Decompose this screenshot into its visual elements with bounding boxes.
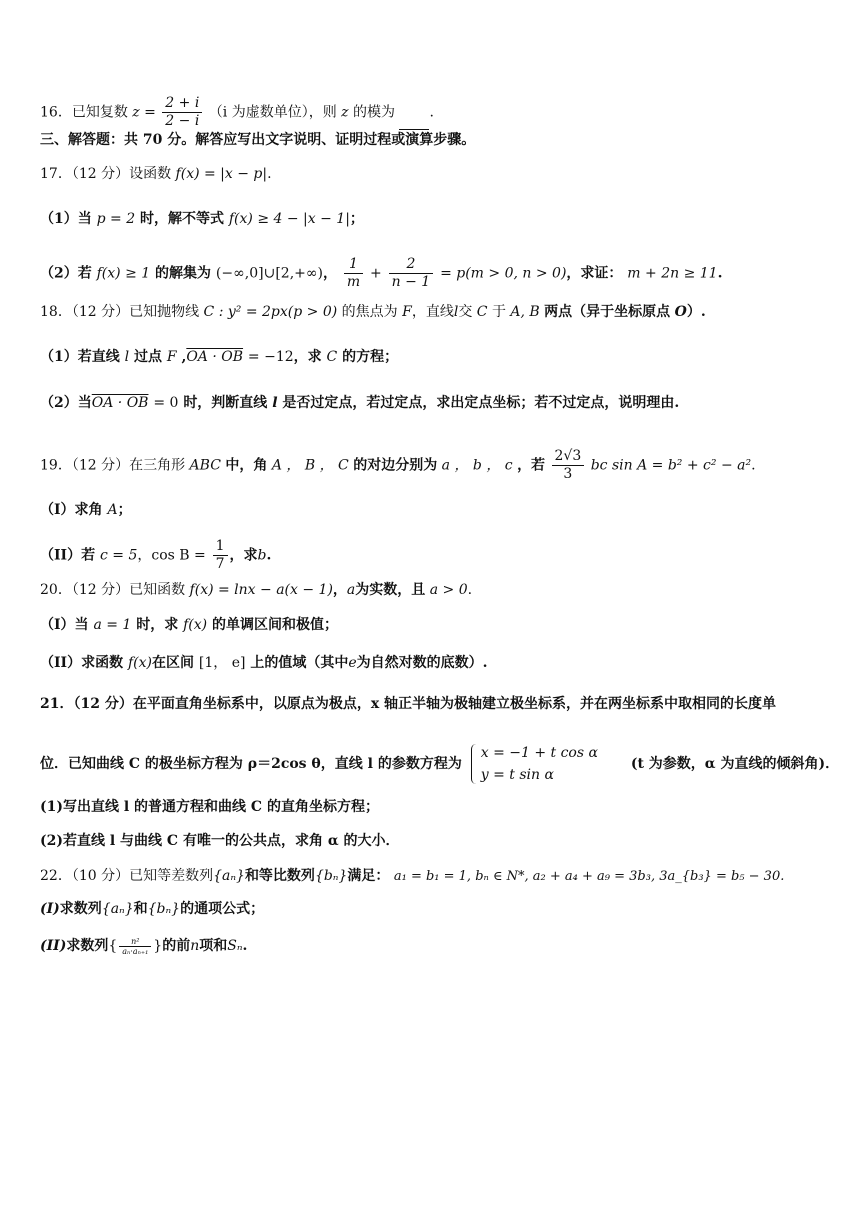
q21-sys2: y = t sin α — [480, 767, 554, 783]
q20-p1-f: f(x) — [183, 617, 208, 633]
q16-stem: 16．已知复数 — [40, 104, 128, 121]
q20-func: f(x) = lnx − a(x − 1) — [189, 582, 333, 598]
q22-an: {aₙ} — [213, 868, 245, 884]
question-17 — [40, 164, 272, 184]
q17-p1-label: （1）当 — [40, 211, 92, 227]
q19-p2-end: . — [266, 547, 272, 564]
q18-p1-l: l — [124, 349, 130, 365]
q22-p2-fraction — [119, 937, 151, 956]
q18-stem6: 两点（异于坐标原点 — [544, 304, 671, 320]
q19-p1-label: （I）求角 — [40, 502, 103, 518]
q18-p1-text3: 的方程； — [342, 349, 399, 365]
q17-p1-cond: p = 2 — [96, 211, 136, 227]
question-21 — [40, 694, 776, 714]
q19-expr: bc sin A = b² + c² − a² — [590, 457, 752, 474]
q19-stem3: 的对边分别为 — [353, 457, 438, 474]
q19-p2-label: （II）若 — [40, 547, 96, 564]
q18-O: O — [674, 304, 687, 320]
q18-stem4: 交 — [458, 304, 473, 320]
q20-stem3: 为实数，且 — [355, 582, 426, 598]
q18-l: l — [453, 304, 459, 320]
q19-ABC: ABC — [189, 457, 221, 474]
q19-stem4: ，若 — [517, 457, 546, 474]
question-22 — [40, 866, 784, 887]
q16-z: z — [341, 104, 349, 121]
q17-p2-goal: m + 2n ≥ 11 — [627, 265, 718, 282]
q18-p1-label: （1）若直线 — [40, 349, 120, 365]
q20-p1-label: （I）当 — [40, 617, 89, 633]
q19-part1 — [40, 500, 132, 520]
q18-stem5: 于 — [491, 304, 506, 320]
q21-part2: (2)若直线 l 与曲线 C 有唯一的公共点，求角 α 的大小． — [40, 833, 400, 849]
q18-p2-l: l — [272, 395, 278, 411]
q17-p2-eq: = p(m > 0, n > 0) — [440, 265, 567, 282]
q17-p1-text: 时，解不等式 — [140, 211, 224, 227]
q20-p2-text2: 上的值域（其中 — [250, 655, 349, 671]
q22-p2-num: n² — [119, 937, 151, 947]
q21-line1: 21．（12 分）在平面直角坐标系中，以原点为极点，x 轴正半轴为极轴建立极坐标系，并在两坐标系中取相同的长度单 — [40, 696, 777, 712]
q16-text2: 的模为 — [353, 104, 395, 121]
q18-p2-label: （2）当 — [40, 395, 92, 411]
q20-a: a — [346, 582, 356, 598]
q17-p1-end: ； — [349, 211, 364, 227]
q20-p2-interval: [1， e] — [198, 655, 246, 671]
q17-plus: + — [370, 265, 382, 282]
q17-frac2-num: 2 — [389, 256, 434, 274]
q20-p2-f: f(x) — [127, 655, 152, 671]
q22-p2-S: Sₙ — [227, 938, 243, 954]
answer-blank — [399, 115, 429, 130]
q17-p2-prove: ，求证： — [566, 265, 623, 282]
q19-p2-den: 7 — [215, 556, 225, 572]
q20-stem: 20．（12 分）已知函数 — [40, 582, 186, 598]
q19-part2 — [40, 538, 271, 573]
q17-stem: 17．（12 分）设函数 — [40, 166, 172, 182]
q18-p1-text: 过点 — [133, 349, 162, 365]
q22-cond: a₁ = b₁ = 1, bₙ ∈ N*, a₂ + a₄ + a₉ = 3b₃, 3a_{b₃} = b₅ − 30. — [393, 869, 785, 884]
q21-param-system — [471, 742, 598, 786]
q20-end: . — [467, 582, 473, 598]
q19-sides: a ， b ， c — [441, 457, 513, 474]
q18-p1-vec: OA · OB — [186, 349, 244, 365]
q21-part1: (1)写出直线 l 的普通方程和曲线 C 的直角坐标方程； — [40, 799, 379, 815]
q17-part2 — [40, 256, 722, 291]
q18-parabola: C : y² = 2px(p > 0) — [203, 304, 338, 320]
q21-line2-pre: 位．已知曲线 C 的极坐标方程为 ρ＝2cos θ，直线 l 的参数方程为 — [40, 756, 462, 772]
q19-frac-num: 2√3 — [552, 448, 585, 466]
q17-frac2 — [389, 256, 434, 291]
q21-line2-post: (t 为参数，α 为直线的倾斜角)． — [630, 756, 840, 772]
q17-part1 — [40, 209, 364, 229]
q17-p2-f: f(x) ≥ 1 — [96, 265, 151, 282]
q17-p2-label: （2）若 — [40, 265, 92, 282]
q22-part2: (II)求数列{ $\frac{\text{n²}}{\text{aₙ·aₙ₊₁}}$ }的前n项和Sₙ. — [40, 936, 248, 956]
q20-p1-cond: a = 1 — [93, 617, 132, 633]
q17-frac1 — [344, 256, 363, 291]
q17-end: . — [267, 166, 272, 182]
q20-cond: a > 0 — [429, 582, 468, 598]
q17-p2-end: . — [717, 265, 723, 282]
q19-p2-text: ，求 — [229, 547, 258, 564]
q19-end: . — [751, 457, 756, 474]
q18-stem7: ）. — [686, 304, 706, 320]
q16-frac-den: 2 − i — [165, 113, 200, 129]
q20-p2-label: （II）求函数 — [40, 655, 124, 671]
q22-part1 — [40, 899, 264, 919]
q22-stem: 22．（10 分）已知等差数列 — [40, 868, 214, 884]
q19-p2-num: 1 — [213, 538, 228, 556]
q22-p2-text2: 的前 — [162, 938, 191, 954]
q22-p2-label: (II) — [40, 938, 67, 954]
q19-stem2: 中，角 — [225, 457, 268, 474]
q18-p1-F: F — [166, 349, 177, 365]
q18-AB: A, B — [510, 304, 540, 320]
q20-p2-e: e — [348, 655, 357, 671]
q18-F: F — [402, 304, 412, 320]
q18-p2-vec: OA · OB — [91, 395, 149, 411]
q18-p2-text2: 是否过定点，若过定点，求出定点坐标；若不过定点，说明理由. — [282, 395, 680, 411]
q22-p2-den: aₙ·aₙ₊₁ — [122, 946, 149, 956]
q17-func: f(x) = |x − p| — [175, 166, 268, 182]
q22-p2-text: 求数列 — [66, 938, 109, 954]
q22-p1-end: 的通项公式； — [180, 901, 265, 917]
question-16 — [40, 95, 434, 130]
q19-p1-var: A — [107, 502, 118, 518]
q19-p2-b: b — [257, 547, 267, 564]
q20-part2 — [40, 653, 488, 673]
q18-p2-val: = 0 — [153, 395, 179, 411]
q16-text: （i 为虚数单位），则 — [208, 104, 337, 121]
q17-frac2-den: n − 1 — [391, 274, 431, 290]
q18-p2-text: 时，判断直线 — [183, 395, 268, 411]
q18-stem: 18．（12 分）已知抛物线 — [40, 304, 200, 320]
q19-p2-c: c = 5 — [99, 547, 138, 564]
q19-frac-den: 3 — [563, 466, 573, 482]
question-19 — [40, 448, 756, 483]
q22-p1-an: {aₙ} — [101, 901, 134, 917]
q22-stem3: 满足： — [347, 868, 390, 884]
q16-z-eq: z = — [132, 104, 156, 121]
q20-p2-text: 在区间 — [152, 655, 194, 671]
q17-p2-set: (−∞,0]∪[2,+∞) — [215, 265, 323, 282]
q19-fraction — [552, 448, 585, 483]
q17-p2-text: 的解集为 — [155, 265, 212, 282]
q19-p2-cos: ，cos B = — [137, 547, 206, 564]
section-3-heading: 三、解答题：共 70 分。解答应写出文字说明、证明过程或演算步骤。 — [40, 132, 476, 148]
q22-bn: {bₙ} — [314, 868, 348, 884]
q22-stem2: 和等比数列 — [244, 868, 315, 884]
q22-p2-text3: 项和 — [199, 938, 228, 954]
q22-p1-bn: {bₙ} — [147, 901, 181, 917]
q20-p2-text3: 为自然对数的底数）. — [356, 655, 488, 671]
q18-p1-C: C — [326, 349, 338, 365]
q18-p1-text2: ，求 — [293, 349, 322, 365]
q20-stem2: ， — [332, 582, 347, 598]
q20-p1-text: 时，求 — [136, 617, 179, 633]
q16-frac-num: 2 + i — [162, 95, 202, 113]
brace-icon — [471, 744, 478, 784]
q22-p2-n: n — [190, 938, 200, 954]
q18-stem2: 的焦点为 — [341, 304, 398, 320]
q18-part2 — [40, 393, 679, 413]
q18-part1: （1）若直线 l 过点 F ,OA · OB = −12，求 C 的方程； — [40, 349, 399, 365]
question-20 — [40, 580, 472, 600]
q17-p1-ineq: f(x) ≥ 4 − |x − 1| — [228, 211, 350, 227]
q18-stem3: ，直线 — [411, 304, 454, 320]
q21-line2 — [40, 742, 839, 786]
q22-p1-label: (I) — [40, 901, 60, 917]
q19-stem: 19．（12 分）在三角形 — [40, 457, 186, 474]
q20-part1 — [40, 615, 338, 635]
q16-fraction — [162, 95, 202, 130]
q22-p1-text: 求数列 — [59, 901, 102, 917]
q17-frac1-den: m — [346, 274, 361, 290]
question-18 — [40, 302, 706, 322]
q19-p1-end: ； — [117, 502, 132, 518]
q19-p2-fraction — [213, 538, 228, 573]
q19-angles: A ， B ， C — [271, 457, 349, 474]
q18-C: C — [476, 304, 488, 320]
q16-end: . — [429, 104, 434, 121]
q22-p1-and: 和 — [133, 901, 148, 917]
q17-frac1-num: 1 — [344, 256, 363, 274]
q22-p2-end: . — [242, 938, 248, 954]
q20-p1-text2: 的单调区间和极值； — [211, 617, 338, 633]
q21-sys1: x = −1 + t cos α — [480, 745, 598, 761]
q17-p2-sep: ， — [323, 265, 337, 282]
q18-p1-val: = −12 — [247, 349, 294, 365]
